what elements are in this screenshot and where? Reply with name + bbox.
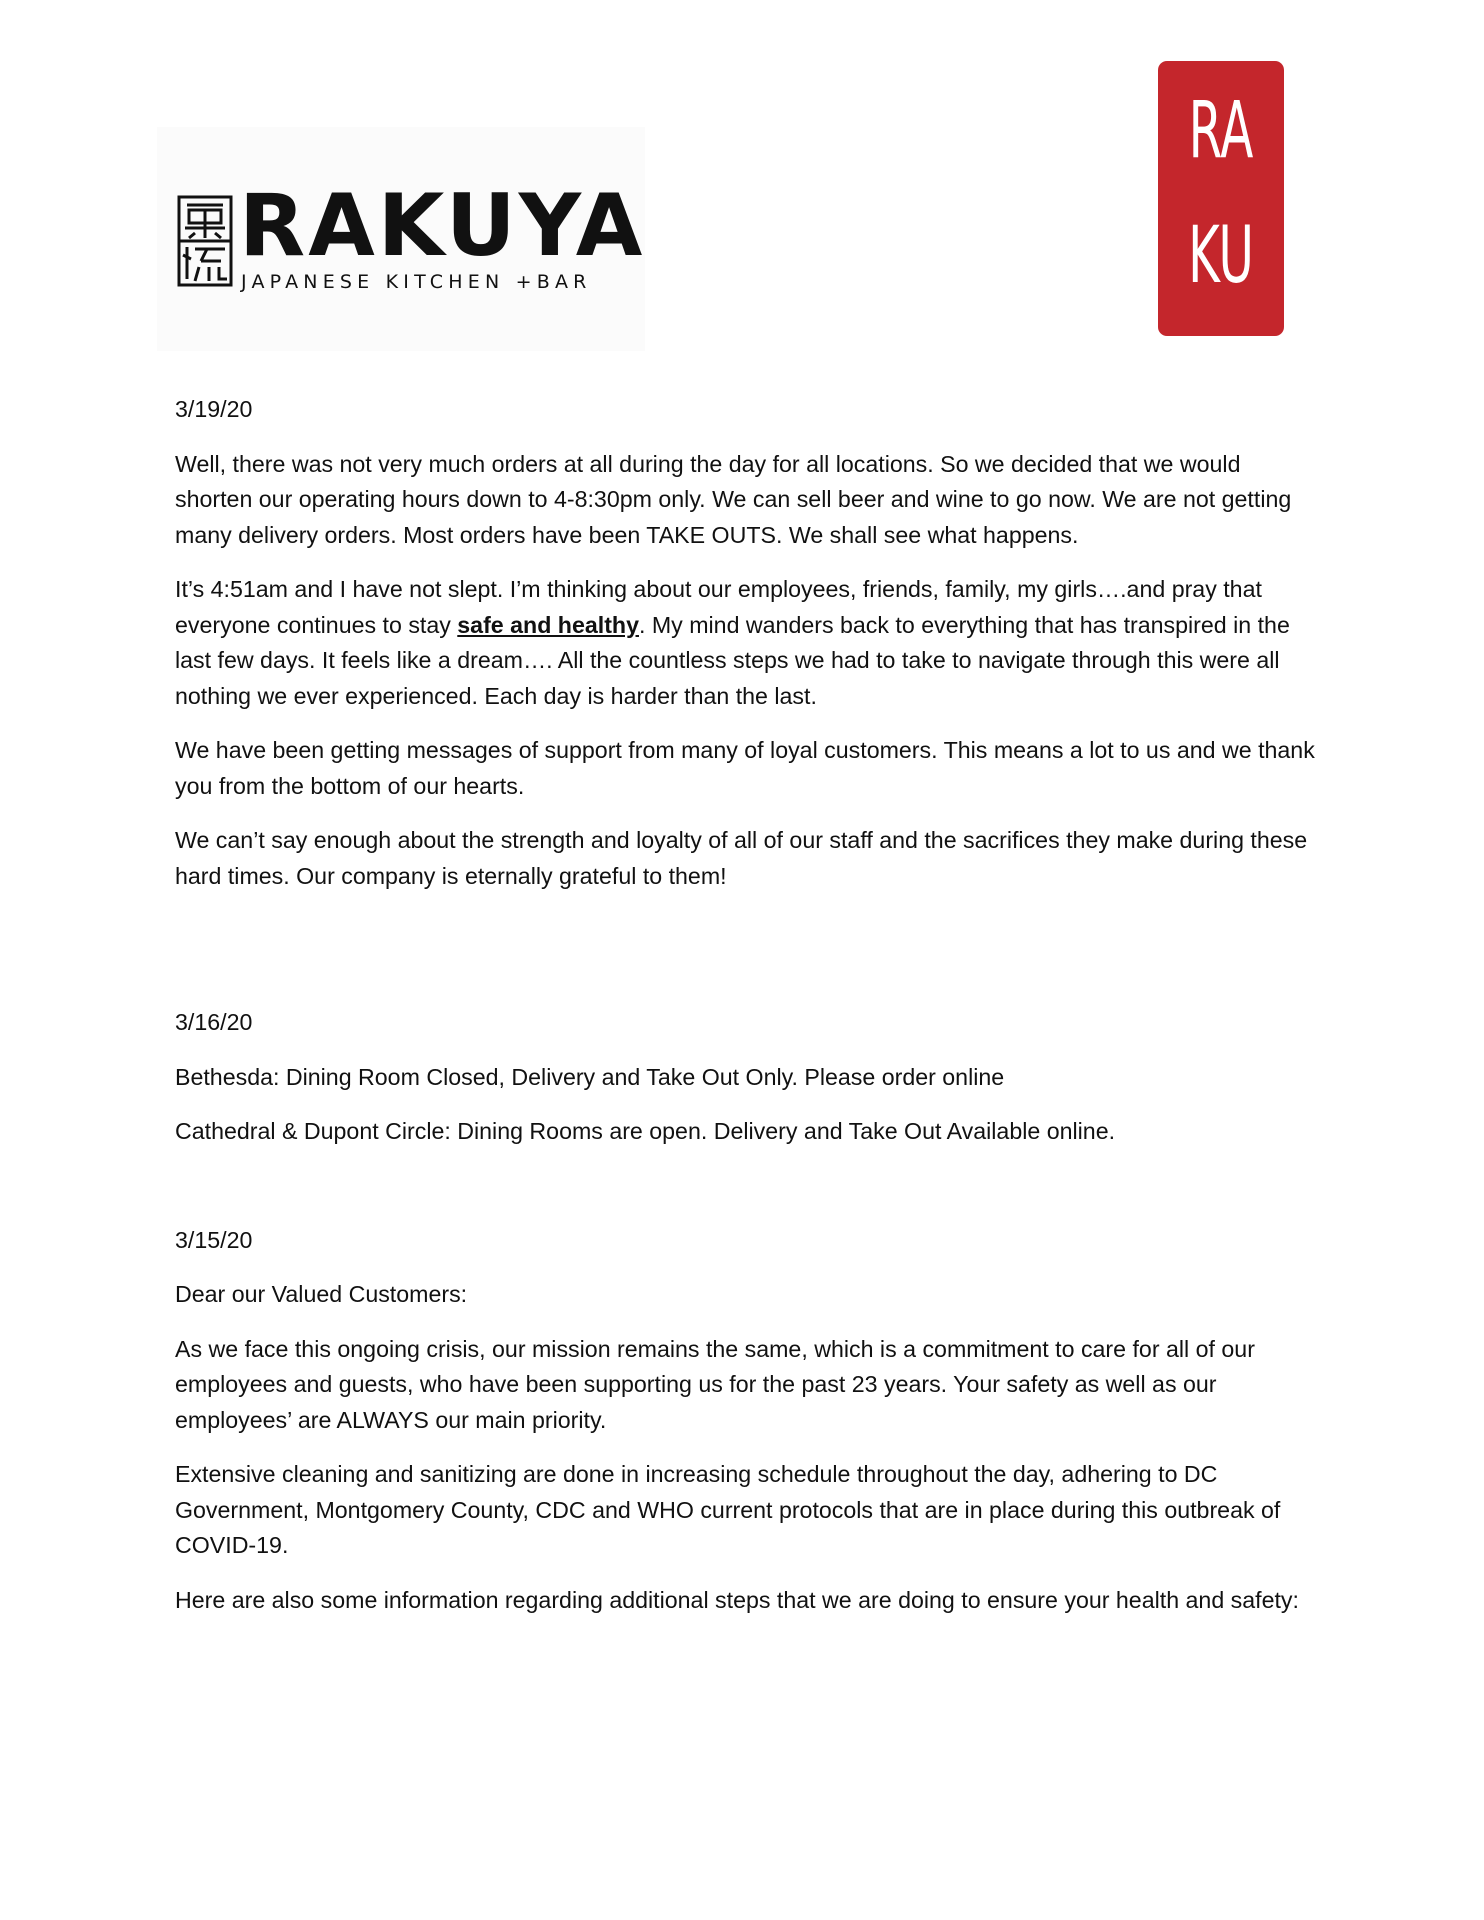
paragraph	[175, 572, 1315, 714]
brand-name: RAKUYA	[239, 176, 646, 276]
paragraph: Well, there was not very much orders at all during the day for all locations. So we decided that we would shorten our operating hours down to 4-8:30pm only. We can sell beer and wine to go now. We are not getting many delivery orders. Most orders have been TAKE OUTS. We shall see what happens.	[175, 450, 1292, 548]
entry-date: 3/19/20	[175, 396, 253, 422]
emphasis-text: safe and healthy	[457, 611, 639, 638]
brand-tagline: JAPANESE KITCHEN +BAR	[241, 271, 592, 293]
raku-logo-top: RA	[1188, 86, 1254, 176]
paragraph: We can’t say enough about the strength and loyalty of all of our staff and the sacrifices they make during these hard times. Our company is eternally grateful to them!	[175, 827, 1308, 889]
paragraph: Bethesda: Dining Room Closed, Delivery and Take Out Only. Please order online	[175, 1063, 1005, 1090]
entry-date: 3/15/20	[175, 1226, 253, 1253]
paragraph-text: . My mind wanders back to everything that has transpired in the last few days. It feels like a dream…. All the countless steps we had to take to navigate through this were all nothing we ever experienced. Each day is harder than the last.	[175, 611, 1290, 709]
paragraph: As we face this ongoing crisis, our mission remains the same, which is a commitment to care for all of our employees and guests, who have been supporting us for the past 23 years. Your safety as well as our employees’ are ALWAYS our main priority.	[175, 1335, 1255, 1433]
paragraph: We have been getting messages of support from many of loyal customers. This means a lot to us and we thank you from the bottom of our hearts.	[175, 737, 1315, 799]
rakuya-logo	[157, 127, 645, 351]
kanji-seal-icon	[177, 195, 233, 287]
paragraph: Dear our Valued Customers:	[175, 1281, 468, 1307]
spacer	[175, 913, 1315, 1005]
raku-logo-bottom: KU	[1188, 211, 1254, 301]
paragraph: Cathedral & Dupont Circle: Dining Rooms are open. Delivery and Take Out Available online.	[175, 1118, 1116, 1144]
entry-date: 3/16/20	[175, 1009, 253, 1035]
paragraph: Here are also some information regarding additional steps that we are doing to ensure your health and safety:	[175, 1586, 1299, 1613]
document-body	[175, 392, 1315, 1637]
spacer	[175, 1169, 1315, 1223]
paragraph-text: It’s 4:51am and I have not slept. I’m thinking about our employees, friends, family, my girls….and pray that everyone continues to stay	[175, 576, 1262, 638]
paragraph: Extensive cleaning and sanitizing are done in increasing schedule throughout the day, adhering to DC Government, Montgomery County, CDC and WHO current protocols that are in place during this outbreak of COVID-19.	[175, 1461, 1281, 1558]
raku-logo	[1158, 61, 1284, 336]
